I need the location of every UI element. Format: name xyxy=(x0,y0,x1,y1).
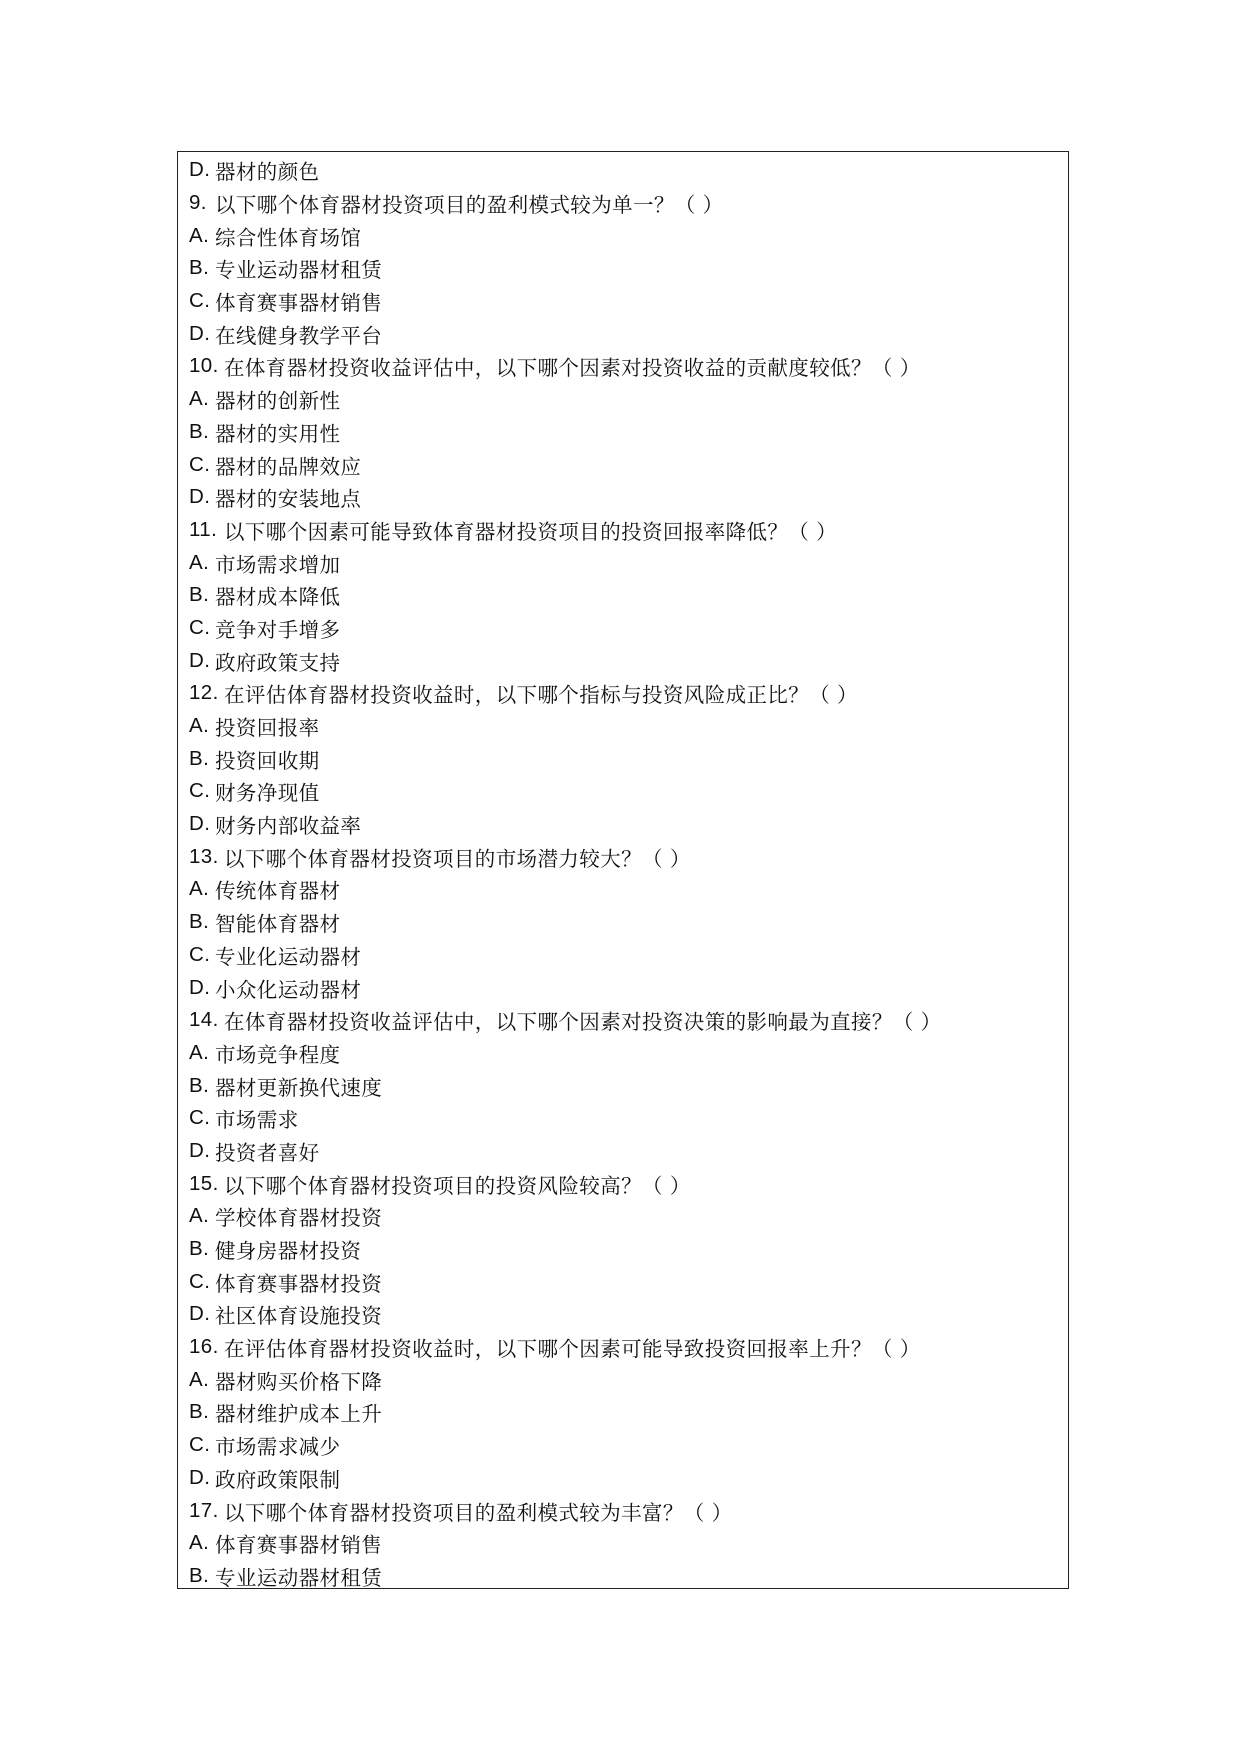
question-number: 14. xyxy=(189,1008,219,1032)
option-letter: B. xyxy=(189,910,210,934)
answer-option xyxy=(189,1560,1068,1593)
option-letter: B. xyxy=(189,746,210,770)
question-stem xyxy=(189,1494,1068,1527)
option-letter: B. xyxy=(189,1237,210,1261)
option-letter: C. xyxy=(189,779,211,803)
option-letter: A. xyxy=(189,1367,210,1391)
option-text: 学校体育器材投资 xyxy=(215,1206,383,1231)
option-text: 器材更新换代速度 xyxy=(215,1075,383,1100)
option-text: 器材的品牌效应 xyxy=(215,454,362,479)
question-number: 9. xyxy=(189,191,207,215)
answer-option xyxy=(189,1135,1068,1168)
answer-option xyxy=(189,219,1068,252)
answer-option xyxy=(189,808,1068,841)
question-number: 12. xyxy=(189,681,219,705)
answer-option xyxy=(189,939,1068,972)
question-text: 在评估体育器材投资收益时，以下哪个指标与投资风险成正比？（ ） xyxy=(224,683,858,708)
question-number: 13. xyxy=(189,844,219,868)
option-text: 体育赛事器材投资 xyxy=(215,1271,383,1296)
option-letter: A. xyxy=(189,1040,210,1064)
option-letter: D. xyxy=(189,158,211,182)
option-text: 投资回收期 xyxy=(215,748,320,773)
option-text: 健身房器材投资 xyxy=(215,1239,362,1264)
option-text: 器材的实用性 xyxy=(215,421,341,446)
answer-option xyxy=(189,873,1068,906)
option-text: 器材的创新性 xyxy=(215,389,341,414)
option-letter: A. xyxy=(189,1531,210,1555)
option-letter: D. xyxy=(189,975,211,999)
answer-option xyxy=(189,1396,1068,1429)
option-text: 器材成本降低 xyxy=(215,585,341,610)
option-text: 器材的颜色 xyxy=(215,160,320,185)
question-stem xyxy=(189,514,1068,547)
question-stem xyxy=(189,677,1068,710)
question-stem xyxy=(189,1331,1068,1364)
answer-option xyxy=(189,481,1068,514)
option-letter: A. xyxy=(189,223,210,247)
option-letter: A. xyxy=(189,550,210,574)
question-stem xyxy=(189,1167,1068,1200)
answer-option xyxy=(189,1233,1068,1266)
option-letter: C. xyxy=(189,452,211,476)
answer-option xyxy=(189,285,1068,318)
question-number: 15. xyxy=(189,1171,219,1195)
option-letter: B. xyxy=(189,1563,210,1587)
question-number: 16. xyxy=(189,1335,219,1359)
answer-option xyxy=(189,971,1068,1004)
question-stem xyxy=(189,840,1068,873)
option-text: 竞争对手增多 xyxy=(215,617,341,642)
option-text: 体育赛事器材销售 xyxy=(215,291,383,316)
answer-option xyxy=(189,1069,1068,1102)
answer-option xyxy=(189,1429,1068,1462)
option-text: 政府政策限制 xyxy=(215,1467,341,1492)
option-letter: C. xyxy=(189,1269,211,1293)
option-text: 市场需求减少 xyxy=(215,1435,341,1460)
question-number: 17. xyxy=(189,1498,219,1522)
option-text: 小众化运动器材 xyxy=(215,977,362,1002)
question-number: 11. xyxy=(189,517,218,541)
answer-option xyxy=(189,579,1068,612)
option-letter: C. xyxy=(189,289,211,313)
question-stem xyxy=(189,187,1068,220)
option-text: 投资者喜好 xyxy=(215,1140,320,1165)
answer-option xyxy=(189,317,1068,350)
option-letter: A. xyxy=(189,714,210,738)
question-text: 以下哪个因素可能导致体育器材投资项目的投资回报率降低？（ ） xyxy=(224,519,838,544)
question-text: 以下哪个体育器材投资项目的市场潜力较大？（ ） xyxy=(224,846,691,871)
question-number: 10. xyxy=(189,354,219,378)
answer-option xyxy=(189,1527,1068,1560)
option-letter: A. xyxy=(189,877,210,901)
option-text: 市场需求增加 xyxy=(215,552,341,577)
question-text: 以下哪个体育器材投资项目的盈利模式较为单一？（ ） xyxy=(215,193,724,218)
option-letter: B. xyxy=(189,1073,210,1097)
question-text: 在体育器材投资收益评估中，以下哪个因素对投资收益的贡献度较低？（ ） xyxy=(224,356,921,381)
option-text: 专业运动器材租赁 xyxy=(215,1565,383,1590)
option-text: 智能体育器材 xyxy=(215,912,341,937)
answer-option xyxy=(189,1037,1068,1070)
option-text: 在线健身教学平台 xyxy=(215,323,383,348)
question-text: 在评估体育器材投资收益时，以下哪个因素可能导致投资回报率上升？（ ） xyxy=(224,1337,921,1362)
question-list xyxy=(189,154,1068,1592)
answer-option xyxy=(189,416,1068,449)
answer-option xyxy=(189,154,1068,187)
question-stem xyxy=(189,350,1068,383)
option-text: 器材的安装地点 xyxy=(215,487,362,512)
option-letter: D. xyxy=(189,648,211,672)
option-text: 市场需求 xyxy=(215,1108,299,1133)
answer-option xyxy=(189,383,1068,416)
question-text: 以下哪个体育器材投资项目的投资风险较高？（ ） xyxy=(224,1173,691,1198)
answer-option xyxy=(189,644,1068,677)
question-text: 以下哪个体育器材投资项目的盈利模式较为丰富？（ ） xyxy=(224,1500,733,1525)
option-text: 器材购买价格下降 xyxy=(215,1369,383,1394)
answer-option xyxy=(189,1462,1068,1495)
answer-option xyxy=(189,742,1068,775)
option-letter: D. xyxy=(189,1302,211,1326)
option-text: 专业化运动器材 xyxy=(215,944,362,969)
answer-option xyxy=(189,448,1068,481)
option-letter: D. xyxy=(189,1138,211,1162)
answer-option xyxy=(189,1102,1068,1135)
answer-option xyxy=(189,546,1068,579)
option-text: 综合性体育场馆 xyxy=(215,225,362,250)
option-letter: D. xyxy=(189,485,211,509)
option-text: 器材维护成本上升 xyxy=(215,1402,383,1427)
answer-option xyxy=(189,1265,1068,1298)
answer-option xyxy=(189,1200,1068,1233)
option-letter: D. xyxy=(189,1465,211,1489)
option-text: 体育赛事器材销售 xyxy=(215,1533,383,1558)
option-letter: B. xyxy=(189,1400,210,1424)
answer-option xyxy=(189,612,1068,645)
option-text: 财务净现值 xyxy=(215,781,320,806)
answer-option xyxy=(189,710,1068,743)
option-text: 社区体育设施投资 xyxy=(215,1304,383,1329)
question-box xyxy=(177,151,1069,1589)
option-letter: C. xyxy=(189,1433,211,1457)
option-text: 专业运动器材租赁 xyxy=(215,258,383,283)
option-letter: B. xyxy=(189,256,210,280)
option-letter: A. xyxy=(189,387,210,411)
option-letter: B. xyxy=(189,419,210,443)
option-letter: C. xyxy=(189,615,211,639)
answer-option xyxy=(189,1363,1068,1396)
option-text: 政府政策支持 xyxy=(215,650,341,675)
answer-option xyxy=(189,252,1068,285)
option-letter: A. xyxy=(189,1204,210,1228)
option-text: 传统体育器材 xyxy=(215,879,341,904)
answer-option xyxy=(189,775,1068,808)
answer-option xyxy=(189,906,1068,939)
option-letter: D. xyxy=(189,812,211,836)
option-letter: B. xyxy=(189,583,210,607)
option-text: 财务内部收益率 xyxy=(215,814,362,839)
option-text: 投资回报率 xyxy=(215,716,320,741)
option-text: 市场竞争程度 xyxy=(215,1042,341,1067)
question-text: 在体育器材投资收益评估中，以下哪个因素对投资决策的影响最为直接？（ ） xyxy=(224,1010,942,1035)
answer-option xyxy=(189,1298,1068,1331)
question-stem xyxy=(189,1004,1068,1037)
option-letter: C. xyxy=(189,942,211,966)
option-letter: D. xyxy=(189,321,211,345)
option-letter: C. xyxy=(189,1106,211,1130)
